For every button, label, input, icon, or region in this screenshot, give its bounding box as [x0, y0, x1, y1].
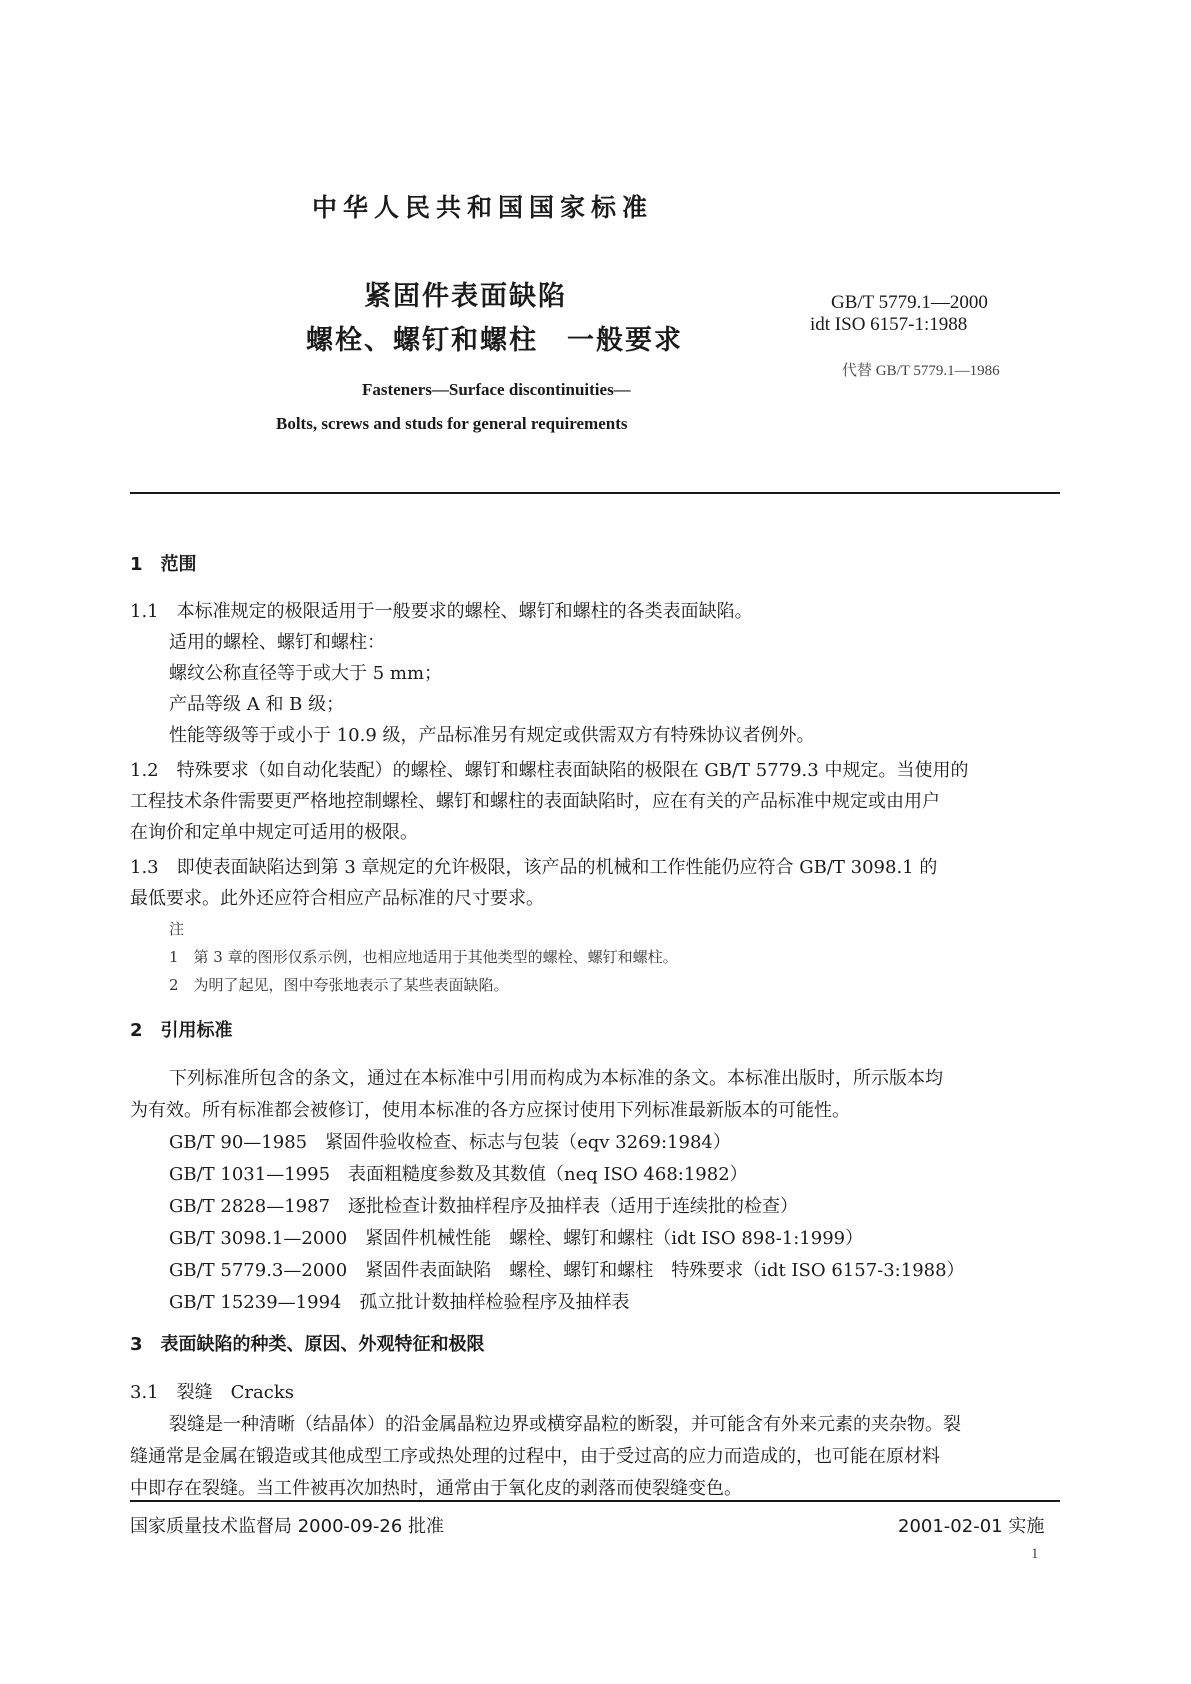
title-cn-line2: 螺栓、螺钉和螺柱 一般要求: [306, 325, 683, 356]
clause-1-1-text: 螺纹公称直径等于或大于 5 mm；: [169, 663, 443, 684]
clause-1-3-text: 最低要求。此外还应符合相应产品标准的尺寸要求。: [130, 888, 544, 909]
clause-3-1-text: 裂缝是一种清晰（结晶体）的沿金属晶粒边界或横穿晶粒的断裂，并可能含有外来元素的夹杂物。裂: [169, 1414, 961, 1435]
clause-3-1-heading: 3.1 裂缝 Cracks: [130, 1382, 294, 1403]
reference-item: GB/T 90—1985 紧固件验收检查、标志与包装（eqv 3269:1984）: [169, 1132, 731, 1153]
section-2-text: 为有效。所有标准都会被修订，使用本标准的各方应探讨使用下列标准最新版本的可能性。: [130, 1100, 850, 1121]
reference-item: GB/T 1031—1995 表面粗糙度参数及其数值（neq ISO 468:1982）: [169, 1164, 748, 1185]
clause-1-2-text: 在询价和定单中规定可适用的极限。: [130, 822, 418, 843]
clause-1-1-text: 性能等级等于或小于 10.9 级，产品标准另有规定或供需双方有特殊协议者例外。: [169, 725, 815, 746]
clause-1-1-text: 产品等级 A 和 B 级；: [169, 694, 345, 715]
standard-number: GB/T 5779.1—2000: [831, 292, 988, 313]
clause-1-1-text: 适用的螺栓、螺钉和螺柱：: [169, 632, 385, 653]
footer-divider: [130, 1500, 1060, 1502]
clause-1-3: 1.3 即使表面缺陷达到第 3 章规定的允许极限，该产品的机械和工作性能仍应符合 GB/T 3098.1 的: [130, 857, 938, 878]
clause-3-1-text: 缝通常是金属在锻造或其他成型工序或热处理的过程中，由于受过高的应力而造成的，也可能在原材料: [130, 1446, 940, 1467]
section-3-heading: 3 表面缺陷的种类、原因、外观特征和极限: [130, 1334, 485, 1355]
section-1-heading: 1 范围: [130, 554, 197, 575]
title-en-line1: Fasteners—Surface discontinuities—: [362, 380, 631, 399]
reference-item: GB/T 15239—1994 孤立批计数抽样检验程序及抽样表: [169, 1292, 630, 1313]
note-item: 1 第 3 章的图形仅系示例，也相应地适用于其他类型的螺栓、螺钉和螺柱。: [169, 948, 678, 966]
standard-replaces: 代替 GB/T 5779.1—1986: [842, 363, 1000, 379]
title-cn-line1: 紧固件表面缺陷: [364, 281, 567, 312]
approval-date: 国家质量技术监督局 2000-09-26 批准: [130, 1516, 445, 1537]
reference-item: GB/T 5779.3—2000 紧固件表面缺陷 螺栓、螺钉和螺柱 特殊要求（idt ISO 6157-3:1988）: [169, 1260, 965, 1281]
section-2-heading: 2 引用标准: [130, 1020, 233, 1041]
clause-3-1-text: 中即存在裂缝。当工件被再次加热时，通常由于氧化皮的剥落而使裂缝变色。: [130, 1478, 742, 1499]
national-standard-title: 中华人民共和国国家标准: [312, 193, 654, 222]
clause-1-1: 1.1 本标准规定的极限适用于一般要求的螺栓、螺钉和螺柱的各类表面缺陷。: [130, 601, 753, 622]
clause-1-2: 1.2 特殊要求（如自动化装配）的螺栓、螺钉和螺柱表面缺陷的极限在 GB/T 5779.3 中规定。当使用的: [130, 760, 969, 781]
section-2-text: 下列标准所包含的条文，通过在本标准中引用而构成为本标准的条文。本标准出版时，所示版本均: [169, 1068, 943, 1089]
reference-item: GB/T 3098.1—2000 紧固件机械性能 螺栓、螺钉和螺柱（idt ISO 898-1:1999）: [169, 1228, 864, 1249]
title-en-line2: Bolts, screws and studs for general requirements: [276, 414, 628, 433]
page-number: 1: [1031, 1546, 1039, 1562]
implementation-date: 2001-02-01 实施: [898, 1516, 1045, 1537]
reference-item: GB/T 2828—1987 逐批检查计数抽样程序及抽样表（适用于连续批的检查）: [169, 1196, 799, 1217]
note-label: 注: [169, 920, 185, 938]
clause-1-2-text: 工程技术条件需要更严格地控制螺栓、螺钉和螺柱的表面缺陷时，应在有关的产品标准中规定或由用户: [130, 791, 940, 812]
standard-idt: idt ISO 6157-1:1988: [810, 314, 968, 335]
header-divider: [130, 492, 1060, 494]
note-item: 2 为明了起见，图中夸张地表示了某些表面缺陷。: [169, 976, 509, 994]
